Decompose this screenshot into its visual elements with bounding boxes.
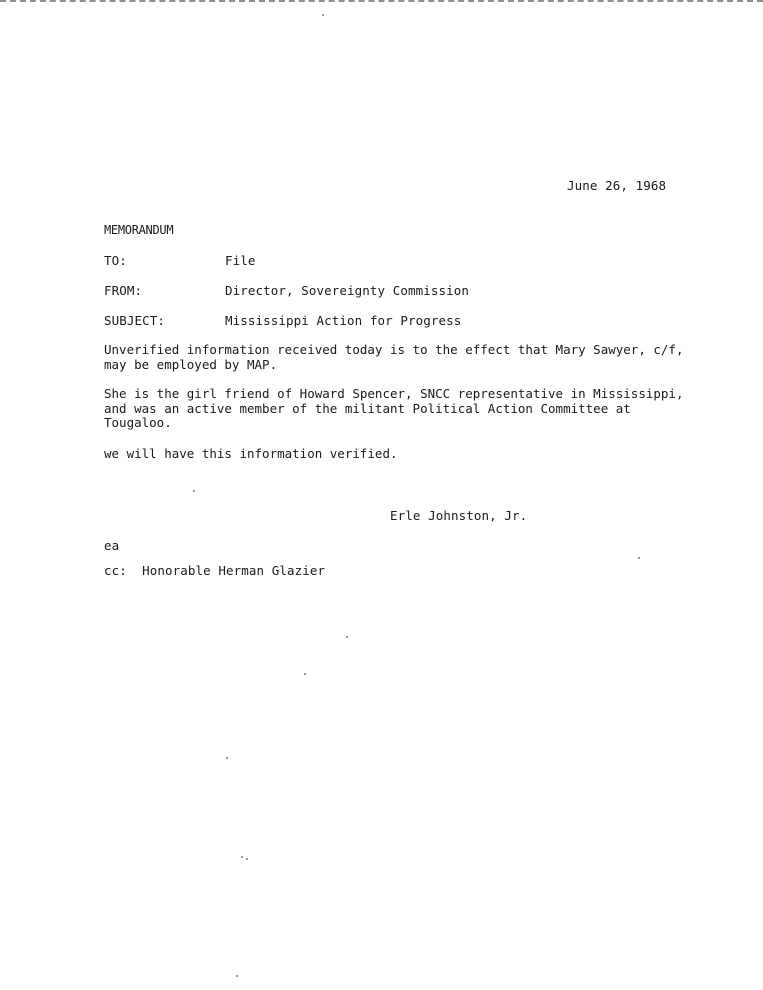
perforated-top-edge xyxy=(0,0,763,8)
scan-speck xyxy=(241,856,243,858)
scan-speck xyxy=(226,757,228,759)
body-paragraph: She is the girl friend of Howard Spencer, SNCC representative in Mississippi, and was an active member of the militant Political Action Committee at Tougaloo. xyxy=(104,386,684,430)
scan-speck xyxy=(638,557,640,559)
to-label: TO: xyxy=(104,253,127,268)
from-label: FROM: xyxy=(104,283,143,298)
cc-line: cc: Honorable Herman Glazier xyxy=(104,563,326,578)
body-paragraph: we will have this information verified. xyxy=(104,446,398,461)
scan-speck xyxy=(246,858,248,860)
memo-date: June 26, 1968 xyxy=(567,178,667,193)
from-value: Director, Sovereignty Commission xyxy=(225,283,470,298)
body-paragraph: Unverified information received today is to the effect that Mary Sawyer, c/f, may be employed by MAP. xyxy=(104,342,684,372)
scan-speck xyxy=(304,673,306,675)
scan-speck xyxy=(193,490,195,492)
signature-name: Erle Johnston, Jr. xyxy=(390,508,528,523)
typist-initials: ea xyxy=(104,538,120,553)
scan-speck xyxy=(236,975,238,977)
to-value: File xyxy=(225,253,256,268)
subject-label: SUBJECT: xyxy=(104,313,166,328)
scan-speck xyxy=(322,14,324,16)
scan-speck xyxy=(346,636,348,638)
subject-value: Mississippi Action for Progress xyxy=(225,313,462,328)
memo-heading: MEMORANDUM xyxy=(104,223,174,237)
